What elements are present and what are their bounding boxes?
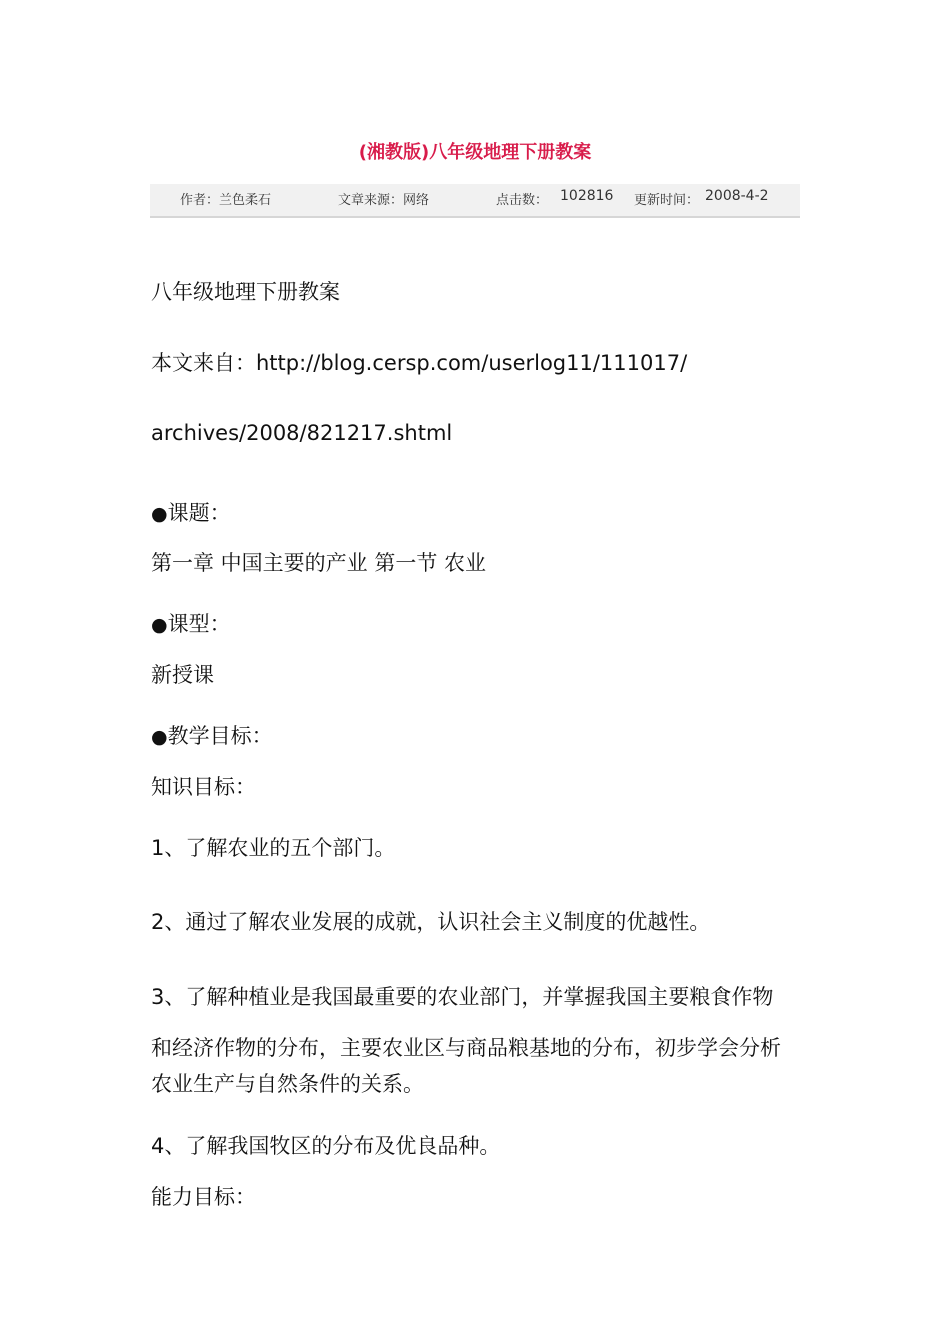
article-title: (湘教版)八年级地理下册教案 (358, 142, 592, 163)
goal-item-3-text: 、了解种植业是我国最重要的农业部门，并掌握我国主要粮食作物 (164, 985, 774, 1009)
topic-heading (151, 497, 231, 527)
source-url-part2[interactable]: archives/2008/821217.shtml (151, 421, 453, 445)
bullet-icon: ● (151, 614, 168, 636)
topic-label: 课题： (167, 501, 231, 525)
goal-item-2-number: 2 (151, 910, 165, 934)
goal-item-3-line3: 农业生产与自然条件的关系。 (151, 1072, 424, 1096)
goal-item-4-text: 、了解我国牧区的分布及优良品种。 (164, 1134, 501, 1158)
bullet-icon: ● (151, 503, 168, 525)
goal-item-1 (151, 832, 395, 862)
doc-title: 八年级地理下册教案 (151, 280, 340, 304)
source-line (151, 347, 687, 377)
goal-item-4-number: 4 (151, 1134, 165, 1158)
bullet-icon: ● (151, 726, 168, 748)
goal-item-3-number: 3 (151, 985, 165, 1009)
source-prefix: 本文来自： (151, 351, 256, 375)
type-label: 课型： (167, 612, 231, 636)
goal-item-1-text: 、了解农业的五个部门。 (164, 836, 396, 860)
goal-item-3 (151, 981, 773, 1011)
goal-item-1-number: 1 (151, 836, 165, 860)
meta-source: 文章来源：网络 (338, 193, 430, 208)
type-heading (151, 608, 231, 638)
meta-author: 作者：兰色柔石 (180, 193, 272, 208)
meta-hits-label: 点击数： (496, 193, 549, 208)
source-url-part1[interactable]: http://blog.cersp.com/userlog11/111017/ (256, 351, 688, 375)
goals-label: 教学目标： (167, 724, 273, 748)
meta-update-value: 2008-4-2 (705, 188, 769, 204)
meta-hits-value: 102816 (560, 188, 614, 204)
ability-goals-label: 能力目标： (151, 1185, 256, 1209)
goal-item-2 (151, 906, 710, 936)
type-text: 新授课 (151, 663, 214, 687)
article-meta-bar (150, 184, 800, 218)
meta-update-label: 更新时间： (634, 193, 700, 208)
knowledge-goals-label: 知识目标： (151, 775, 256, 799)
goal-item-4 (151, 1130, 500, 1160)
goal-item-3-line2: 和经济作物的分布，主要农业区与商品粮基地的分布，初步学会分析 (151, 1036, 781, 1060)
goals-heading (151, 720, 273, 750)
topic-text: 第一章 中国主要的产业 第一节 农业 (151, 551, 487, 575)
goal-item-2-text: 、通过了解农业发展的成就，认识社会主义制度的优越性。 (164, 910, 711, 934)
